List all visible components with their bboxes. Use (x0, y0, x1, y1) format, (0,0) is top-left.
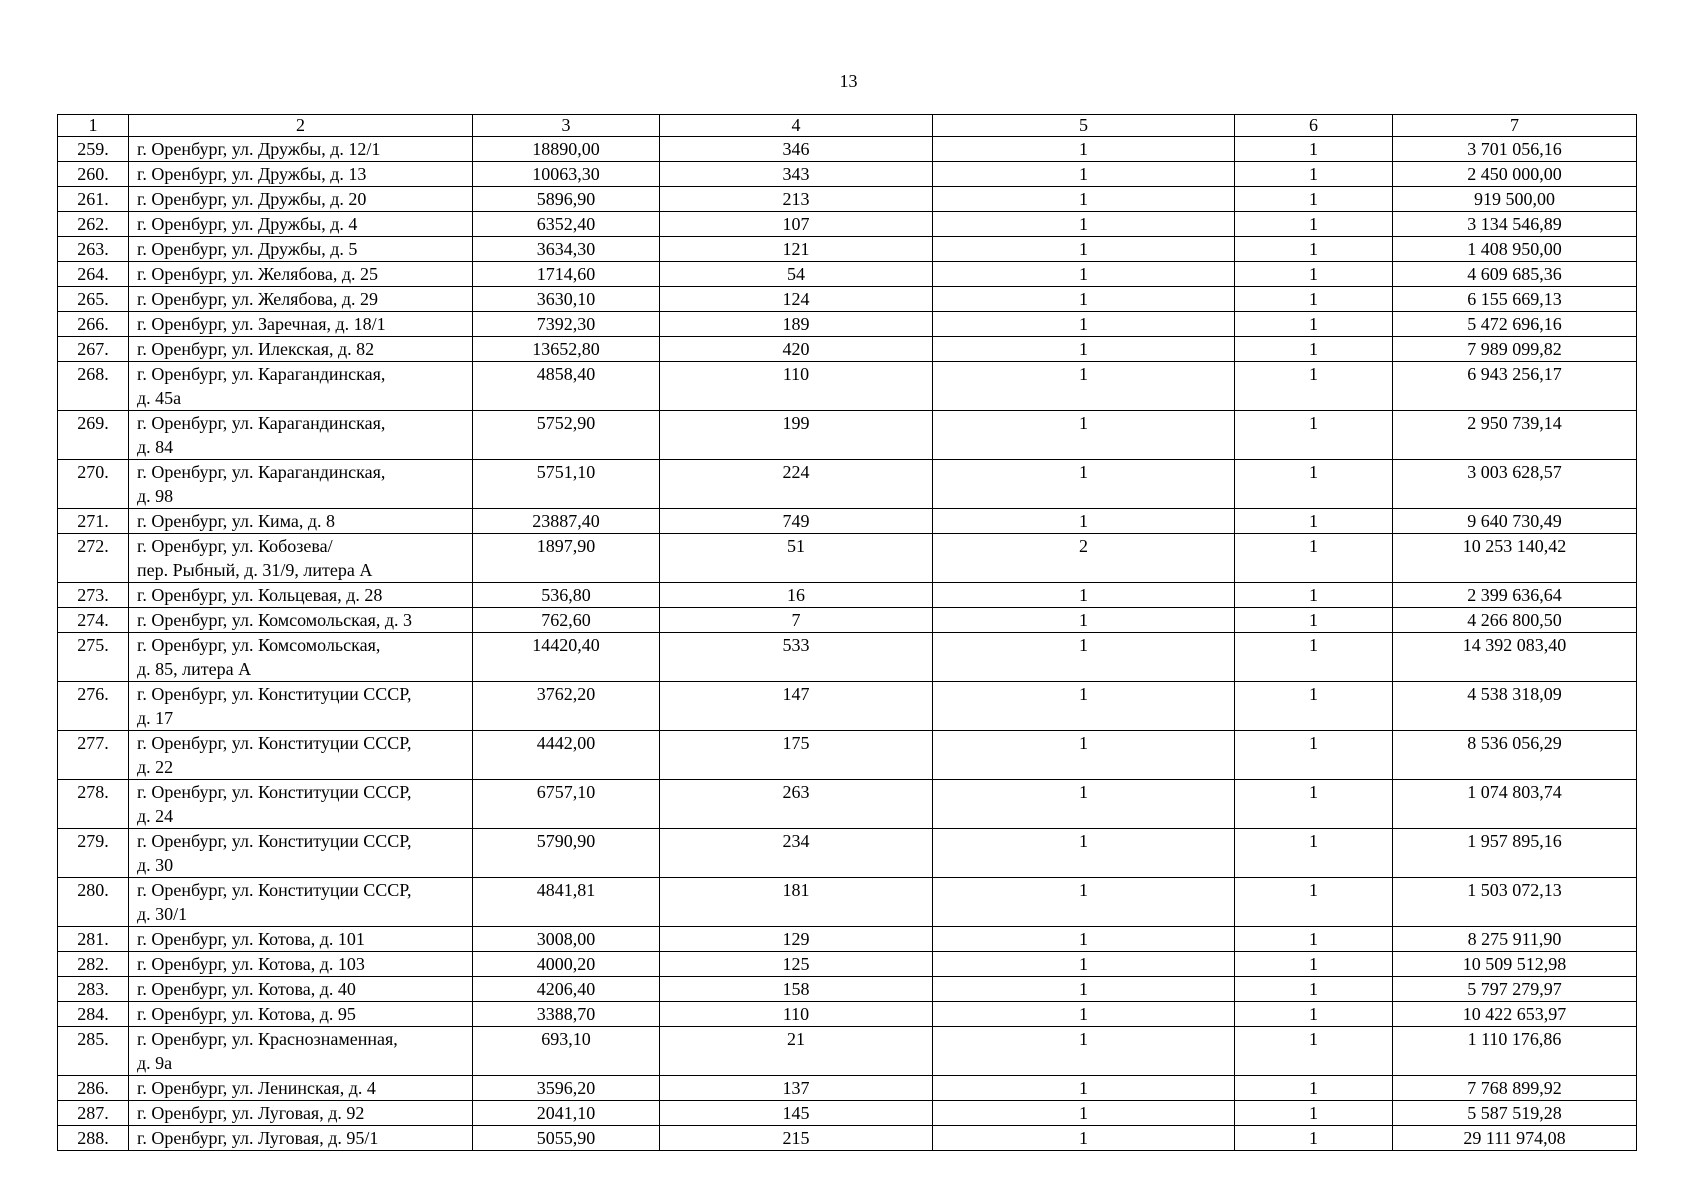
col3-cell: 13652,80 (473, 337, 660, 362)
col4-cell: 215 (660, 1126, 933, 1151)
row-number-cell: 278. (58, 780, 129, 829)
address-cell: г. Оренбург, ул. Луговая, д. 95/1 (129, 1126, 473, 1151)
col4-cell: 420 (660, 337, 933, 362)
address-cell: г. Оренбург, ул. Луговая, д. 92 (129, 1101, 473, 1126)
page-number: 13 (839, 71, 858, 91)
col7-cell: 1 110 176,86 (1393, 1027, 1637, 1076)
row-number-cell: 287. (58, 1101, 129, 1126)
table-row (58, 1126, 1637, 1151)
col5-cell: 1 (933, 212, 1235, 237)
row-number-cell: 259. (58, 137, 129, 162)
row-number-cell: 288. (58, 1126, 129, 1151)
col5-cell: 1 (933, 1002, 1235, 1027)
address-cell: г. Оренбург, ул. Карагандинская, д. 98 (129, 460, 473, 509)
table-row (58, 187, 1637, 212)
row-number-cell: 276. (58, 682, 129, 731)
address-cell: г. Оренбург, ул. Котова, д. 95 (129, 1002, 473, 1027)
col6-cell: 1 (1235, 237, 1393, 262)
col6-cell: 1 (1235, 977, 1393, 1002)
col4-cell: 533 (660, 633, 933, 682)
col3-cell: 3008,00 (473, 927, 660, 952)
col6-cell: 1 (1235, 633, 1393, 682)
row-number-cell: 272. (58, 534, 129, 583)
address-cell: г. Оренбург, ул. Заречная, д. 18/1 (129, 312, 473, 337)
row-number-cell: 275. (58, 633, 129, 682)
col4-cell: 107 (660, 212, 933, 237)
col7-cell: 5 797 279,97 (1393, 977, 1637, 1002)
col3-cell: 5896,90 (473, 187, 660, 212)
col3-cell: 3596,20 (473, 1076, 660, 1101)
table-row (58, 287, 1637, 312)
col5-cell: 1 (933, 262, 1235, 287)
table-row (58, 633, 1637, 682)
table-row (58, 1002, 1637, 1027)
row-number-cell: 282. (58, 952, 129, 977)
table-row (58, 137, 1637, 162)
col4-cell: 51 (660, 534, 933, 583)
col5-cell: 1 (933, 287, 1235, 312)
header-cell: 7 (1393, 115, 1637, 137)
table-row (58, 977, 1637, 1002)
col7-cell: 2 399 636,64 (1393, 583, 1637, 608)
col6-cell: 1 (1235, 312, 1393, 337)
row-number-cell: 264. (58, 262, 129, 287)
col4-cell: 125 (660, 952, 933, 977)
col4-cell: 7 (660, 608, 933, 633)
col7-cell: 6 155 669,13 (1393, 287, 1637, 312)
header-cell: 5 (933, 115, 1235, 137)
row-number-cell: 269. (58, 411, 129, 460)
row-number-cell: 265. (58, 287, 129, 312)
table-row (58, 337, 1637, 362)
row-number-cell: 271. (58, 509, 129, 534)
address-cell: г. Оренбург, ул. Карагандинская, д. 84 (129, 411, 473, 460)
col4-cell: 21 (660, 1027, 933, 1076)
col6-cell: 1 (1235, 362, 1393, 411)
col3-cell: 4858,40 (473, 362, 660, 411)
col6-cell: 1 (1235, 137, 1393, 162)
col3-cell: 2041,10 (473, 1101, 660, 1126)
col3-cell: 1714,60 (473, 262, 660, 287)
col5-cell: 1 (933, 780, 1235, 829)
col7-cell: 919 500,00 (1393, 187, 1637, 212)
address-cell: г. Оренбург, ул. Котова, д. 101 (129, 927, 473, 952)
col5-cell: 1 (933, 362, 1235, 411)
table-row (58, 1101, 1637, 1126)
col6-cell: 1 (1235, 927, 1393, 952)
col6-cell: 1 (1235, 780, 1393, 829)
address-cell: г. Оренбург, ул. Кольцевая, д. 28 (129, 583, 473, 608)
col3-cell: 4000,20 (473, 952, 660, 977)
address-cell: г. Оренбург, ул. Дружбы, д. 12/1 (129, 137, 473, 162)
col7-cell: 4 538 318,09 (1393, 682, 1637, 731)
table-body (58, 115, 1637, 1151)
row-number-cell: 266. (58, 312, 129, 337)
row-number-cell: 284. (58, 1002, 129, 1027)
col3-cell: 23887,40 (473, 509, 660, 534)
header-cell: 4 (660, 115, 933, 137)
col5-cell: 1 (933, 1027, 1235, 1076)
address-cell: г. Оренбург, ул. Котова, д. 103 (129, 952, 473, 977)
header-cell: 1 (58, 115, 129, 137)
col3-cell: 5751,10 (473, 460, 660, 509)
col3-cell: 693,10 (473, 1027, 660, 1076)
row-number-cell: 274. (58, 608, 129, 633)
col6-cell: 1 (1235, 534, 1393, 583)
col4-cell: 199 (660, 411, 933, 460)
row-number-cell: 280. (58, 878, 129, 927)
row-number-cell: 273. (58, 583, 129, 608)
table-row (58, 460, 1637, 509)
col4-cell: 129 (660, 927, 933, 952)
row-number-cell: 286. (58, 1076, 129, 1101)
col6-cell: 1 (1235, 262, 1393, 287)
row-number-cell: 285. (58, 1027, 129, 1076)
col6-cell: 1 (1235, 509, 1393, 534)
col6-cell: 1 (1235, 337, 1393, 362)
col7-cell: 1 957 895,16 (1393, 829, 1637, 878)
row-number-cell: 268. (58, 362, 129, 411)
col5-cell: 1 (933, 583, 1235, 608)
row-number-cell: 263. (58, 237, 129, 262)
address-cell: г. Оренбург, ул. Кобозева/ пер. Рыбный, д. 31/9, литера А (129, 534, 473, 583)
header-cell: 3 (473, 115, 660, 137)
address-cell: г. Оренбург, ул. Комсомольская, д. 3 (129, 608, 473, 633)
col5-cell: 1 (933, 731, 1235, 780)
col4-cell: 189 (660, 312, 933, 337)
col6-cell: 1 (1235, 682, 1393, 731)
col4-cell: 54 (660, 262, 933, 287)
col3-cell: 536,80 (473, 583, 660, 608)
col5-cell: 1 (933, 1101, 1235, 1126)
col6-cell: 1 (1235, 1002, 1393, 1027)
address-cell: г. Оренбург, ул. Конституции СССР, д. 22 (129, 731, 473, 780)
table-header-row (58, 115, 1637, 137)
col4-cell: 121 (660, 237, 933, 262)
col7-cell: 8 536 056,29 (1393, 731, 1637, 780)
address-cell: г. Оренбург, ул. Конституции СССР, д. 17 (129, 682, 473, 731)
col7-cell: 7 768 899,92 (1393, 1076, 1637, 1101)
col7-cell: 3 134 546,89 (1393, 212, 1637, 237)
row-number-cell: 261. (58, 187, 129, 212)
table-row (58, 362, 1637, 411)
row-number-cell: 267. (58, 337, 129, 362)
col5-cell: 1 (933, 162, 1235, 187)
table-row (58, 952, 1637, 977)
col5-cell: 1 (933, 829, 1235, 878)
col7-cell: 2 950 739,14 (1393, 411, 1637, 460)
col3-cell: 6352,40 (473, 212, 660, 237)
col3-cell: 5752,90 (473, 411, 660, 460)
col3-cell: 14420,40 (473, 633, 660, 682)
col4-cell: 224 (660, 460, 933, 509)
col6-cell: 1 (1235, 583, 1393, 608)
col4-cell: 16 (660, 583, 933, 608)
col3-cell: 3630,10 (473, 287, 660, 312)
col5-cell: 1 (933, 608, 1235, 633)
col3-cell: 10063,30 (473, 162, 660, 187)
col5-cell: 1 (933, 682, 1235, 731)
col4-cell: 346 (660, 137, 933, 162)
address-cell: г. Оренбург, ул. Желябова, д. 25 (129, 262, 473, 287)
address-cell: г. Оренбург, ул. Конституции СССР, д. 30/1 (129, 878, 473, 927)
table-row (58, 534, 1637, 583)
col5-cell: 1 (933, 137, 1235, 162)
col7-cell: 2 450 000,00 (1393, 162, 1637, 187)
table-row (58, 411, 1637, 460)
col7-cell: 4 266 800,50 (1393, 608, 1637, 633)
col6-cell: 1 (1235, 1126, 1393, 1151)
row-number-cell: 270. (58, 460, 129, 509)
col7-cell: 1 074 803,74 (1393, 780, 1637, 829)
col7-cell: 29 111 974,08 (1393, 1126, 1637, 1151)
col7-cell: 10 509 512,98 (1393, 952, 1637, 977)
header-cell: 6 (1235, 115, 1393, 137)
col7-cell: 6 943 256,17 (1393, 362, 1637, 411)
col4-cell: 263 (660, 780, 933, 829)
table-row (58, 583, 1637, 608)
address-cell: г. Оренбург, ул. Илекская, д. 82 (129, 337, 473, 362)
col7-cell: 8 275 911,90 (1393, 927, 1637, 952)
table-row (58, 731, 1637, 780)
col5-cell: 1 (933, 952, 1235, 977)
table-row (58, 312, 1637, 337)
address-cell: г. Оренбург, ул. Дружбы, д. 13 (129, 162, 473, 187)
table-row (58, 1027, 1637, 1076)
address-cell: г. Оренбург, ул. Котова, д. 40 (129, 977, 473, 1002)
col7-cell: 10 422 653,97 (1393, 1002, 1637, 1027)
col3-cell: 6757,10 (473, 780, 660, 829)
col7-cell: 9 640 730,49 (1393, 509, 1637, 534)
col6-cell: 1 (1235, 731, 1393, 780)
col6-cell: 1 (1235, 187, 1393, 212)
col5-cell: 1 (933, 977, 1235, 1002)
col5-cell: 1 (933, 187, 1235, 212)
col6-cell: 1 (1235, 287, 1393, 312)
col3-cell: 762,60 (473, 608, 660, 633)
col3-cell: 4442,00 (473, 731, 660, 780)
address-cell: г. Оренбург, ул. Краснознаменная, д. 9а (129, 1027, 473, 1076)
table-row (58, 212, 1637, 237)
row-number-cell: 281. (58, 927, 129, 952)
col5-cell: 1 (933, 1126, 1235, 1151)
table-row (58, 608, 1637, 633)
col6-cell: 1 (1235, 162, 1393, 187)
col4-cell: 175 (660, 731, 933, 780)
col6-cell: 1 (1235, 829, 1393, 878)
col3-cell: 4206,40 (473, 977, 660, 1002)
table-row (58, 1076, 1637, 1101)
col6-cell: 1 (1235, 952, 1393, 977)
table-row (58, 829, 1637, 878)
table-row (58, 262, 1637, 287)
table-row (58, 162, 1637, 187)
col3-cell: 3762,20 (473, 682, 660, 731)
col6-cell: 1 (1235, 878, 1393, 927)
col3-cell: 1897,90 (473, 534, 660, 583)
table-row (58, 237, 1637, 262)
col6-cell: 1 (1235, 1027, 1393, 1076)
col7-cell: 5 472 696,16 (1393, 312, 1637, 337)
col5-cell: 1 (933, 1076, 1235, 1101)
buildings-table (57, 114, 1637, 1151)
address-cell: г. Оренбург, ул. Конституции СССР, д. 30 (129, 829, 473, 878)
table-row (58, 682, 1637, 731)
address-cell: г. Оренбург, ул. Кима, д. 8 (129, 509, 473, 534)
col4-cell: 110 (660, 362, 933, 411)
col7-cell: 5 587 519,28 (1393, 1101, 1637, 1126)
row-number-cell: 279. (58, 829, 129, 878)
address-cell: г. Оренбург, ул. Дружбы, д. 5 (129, 237, 473, 262)
col3-cell: 7392,30 (473, 312, 660, 337)
col6-cell: 1 (1235, 411, 1393, 460)
col4-cell: 181 (660, 878, 933, 927)
col4-cell: 213 (660, 187, 933, 212)
col5-cell: 1 (933, 509, 1235, 534)
table-row (58, 509, 1637, 534)
col6-cell: 1 (1235, 1076, 1393, 1101)
col5-cell: 1 (933, 927, 1235, 952)
header-cell: 2 (129, 115, 473, 137)
address-cell: г. Оренбург, ул. Желябова, д. 29 (129, 287, 473, 312)
col3-cell: 5055,90 (473, 1126, 660, 1151)
row-number-cell: 277. (58, 731, 129, 780)
col4-cell: 110 (660, 1002, 933, 1027)
col4-cell: 145 (660, 1101, 933, 1126)
col5-cell: 1 (933, 411, 1235, 460)
col7-cell: 14 392 083,40 (1393, 633, 1637, 682)
address-cell: г. Оренбург, ул. Конституции СССР, д. 24 (129, 780, 473, 829)
col7-cell: 10 253 140,42 (1393, 534, 1637, 583)
row-number-cell: 283. (58, 977, 129, 1002)
address-cell: г. Оренбург, ул. Дружбы, д. 20 (129, 187, 473, 212)
col6-cell: 1 (1235, 608, 1393, 633)
col7-cell: 3 003 628,57 (1393, 460, 1637, 509)
col4-cell: 749 (660, 509, 933, 534)
col7-cell: 7 989 099,82 (1393, 337, 1637, 362)
address-cell: г. Оренбург, ул. Ленинская, д. 4 (129, 1076, 473, 1101)
col7-cell: 1 503 072,13 (1393, 878, 1637, 927)
col6-cell: 1 (1235, 212, 1393, 237)
col3-cell: 4841,81 (473, 878, 660, 927)
col4-cell: 158 (660, 977, 933, 1002)
col3-cell: 3388,70 (473, 1002, 660, 1027)
row-number-cell: 260. (58, 162, 129, 187)
table-row (58, 780, 1637, 829)
col4-cell: 234 (660, 829, 933, 878)
row-number-cell: 262. (58, 212, 129, 237)
col5-cell: 1 (933, 460, 1235, 509)
col5-cell: 1 (933, 237, 1235, 262)
col4-cell: 343 (660, 162, 933, 187)
col3-cell: 3634,30 (473, 237, 660, 262)
col7-cell: 1 408 950,00 (1393, 237, 1637, 262)
table-row (58, 878, 1637, 927)
address-cell: г. Оренбург, ул. Карагандинская, д. 45а (129, 362, 473, 411)
col4-cell: 124 (660, 287, 933, 312)
col5-cell: 1 (933, 633, 1235, 682)
col4-cell: 147 (660, 682, 933, 731)
table-row (58, 927, 1637, 952)
col5-cell: 1 (933, 878, 1235, 927)
col4-cell: 137 (660, 1076, 933, 1101)
col5-cell: 2 (933, 534, 1235, 583)
address-cell: г. Оренбург, ул. Дружбы, д. 4 (129, 212, 473, 237)
col7-cell: 3 701 056,16 (1393, 137, 1637, 162)
col7-cell: 4 609 685,36 (1393, 262, 1637, 287)
col5-cell: 1 (933, 337, 1235, 362)
col3-cell: 5790,90 (473, 829, 660, 878)
col3-cell: 18890,00 (473, 137, 660, 162)
col5-cell: 1 (933, 312, 1235, 337)
col6-cell: 1 (1235, 1101, 1393, 1126)
col6-cell: 1 (1235, 460, 1393, 509)
address-cell: г. Оренбург, ул. Комсомольская, д. 85, литера А (129, 633, 473, 682)
